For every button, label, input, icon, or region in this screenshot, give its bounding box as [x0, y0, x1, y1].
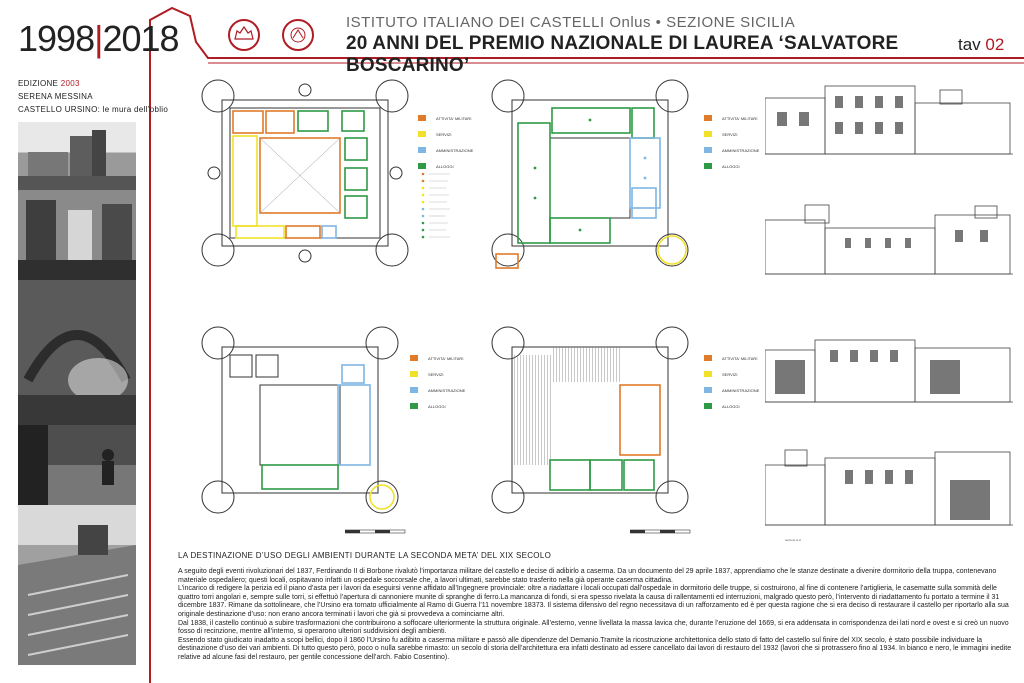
author-name: SERENA MESSINA: [18, 92, 93, 101]
legend-item: SERVIZI: [410, 366, 465, 382]
legend-item: ALLOGGI: [704, 158, 759, 174]
legend-swatch: [410, 403, 418, 409]
photo-courtyard: [18, 190, 136, 280]
elevation-2: [765, 200, 1015, 278]
legend-item: SERVIZI: [704, 366, 759, 382]
legend-item: ALLOGGI: [410, 398, 465, 414]
paragraph-2: L’incarico di redigere la perizia ed il piano d’asta per i lavori da eseguirsi venne affidato all’Ingegnere provinciale: oltre a riadattare i locali occupati dall’ospedale in dormitorio delle truppe, si costruirono, al fine di contenere l’artiglieria, le casematte sulla sommità delle quattro torri angolari e, sempre sulle torri, si effettuò l’apertura di cannoniere munite di spranghe di ferro.La mancanza di fondi, si era spesso rivelata la causa di rallentamenti ed interruzioni, malgrado questo però, l’intervento di riadattamento fu portato a termine il 31 dicembre 1837. Rimane da sottolineare, che l’Ursino era tornato ufficialmente al Ramo di Guerra l’11 novembre 18373. Il sistema difensivo del regno necessitava di un rafforzamento ed è per questa ragione che si era deciso di restaurare il castello per riportarlo alla sua originale destinazione d’uso: non erano ancora terminati i lavori che già si provvedeva a cominciarne altri.: [178, 585, 1009, 618]
legend-swatch: [418, 131, 426, 137]
photo-vaulted-hall: [18, 280, 136, 425]
legend-plan-2: [704, 110, 759, 174]
legend-item: ATTIVITA' MILITARI: [418, 110, 473, 126]
elevation-3: [765, 330, 1015, 405]
legend-swatch: [704, 131, 712, 137]
elevation-1: [765, 78, 1015, 158]
page-title: 20 ANNI DEL PREMIO NAZIONALE DI LAUREA ‘SALVATORE BOSCARINO’: [346, 33, 899, 76]
edition-label: EDIZIONE: [18, 79, 59, 88]
anniversary-years: [18, 18, 179, 60]
plan-level-4: [490, 325, 690, 520]
institute-logo-1: [228, 19, 260, 51]
legend-symbols-plan-1: [420, 170, 460, 250]
legend-item: AMMINISTRAZIONE: [418, 142, 473, 158]
edition-line: [18, 79, 80, 88]
legend-plan-4: [704, 350, 759, 414]
plate-label: tav: [958, 35, 981, 54]
paragraph-1: A seguito degli eventi rivoluzionari del 1837, Ferdinando II di Borbone rivalutò l’importanza militare del castello e decise di adibirlo a caserma. Da un documento del 29 aprile 1837, apprendiamo che le stanze destinate a divenire dormitorio della truppa, contenevano materiale ospedaliero; questi locali, ospitavano infatti un ospedale soccorsale che, a lavori ultimati, sarebbe stato trasferito nella già operante caserma cittadina.: [178, 568, 997, 584]
elevation-4: [765, 440, 1015, 530]
photo-castle-exterior: [18, 122, 136, 190]
legend-swatch: [704, 355, 712, 361]
photo-restoration-workers: [18, 425, 136, 505]
legend-swatch: [704, 371, 712, 377]
work-subtitle: le mura dell’oblio: [102, 105, 169, 114]
photo-excavation: [18, 505, 136, 665]
plan-level-2: [490, 78, 690, 273]
legend-swatch: [418, 147, 426, 153]
legend-item: ATTIVITA' MILITARI: [704, 350, 759, 366]
plan-level-3: [200, 325, 400, 520]
year-start: 1998: [18, 18, 95, 59]
year-separator: |: [94, 18, 103, 59]
work-title: CASTELLO URSINO:: [18, 105, 101, 114]
plan-level-1: [200, 78, 410, 268]
plate-number: [958, 35, 1004, 55]
legend-swatch: [704, 115, 712, 121]
legend-swatch: [704, 403, 712, 409]
legend-swatch: [418, 163, 426, 169]
legend-item: ATTIVITA' MILITARI: [410, 350, 465, 366]
paragraph-4: Essendo stato giudicato inadatto a scopi bellici, dopo il 1860 l’Ursino fu adibito a caserma militare e passò alle dipendenze del Demanio.Tramite la ricostruzione architettonica dello stato di fatto del castello sul finire del XIX secolo, è stato possibile individuare la destinazione d’uso dei vari ambienti. Di tutto questo però, poco o nulla sarebbe rimasto: un secolo di storia dell’architettura era infatti destinato ad essere cancellato dai lavori di restauro del 1932 (lavori che si protrassero fino al 1934. In bianco e nero, le immagini inedite relative ad alcune fasi del restauro, per gentile concessione dell’arch. Fabio Cosentino).: [178, 636, 1012, 661]
legend-item: AMMINISTRAZIONE: [704, 142, 759, 158]
year-end: 2018: [102, 18, 179, 59]
legend-item: SERVIZI: [418, 126, 473, 142]
legend-swatch: [418, 115, 426, 121]
legend-item: AMMINISTRAZIONE: [410, 382, 465, 398]
legend-item: ATTIVITA' MILITARI: [704, 110, 759, 126]
work-title-line: [18, 105, 168, 114]
legend-swatch: [704, 147, 712, 153]
legend-swatch: [410, 371, 418, 377]
legend-swatch: [704, 163, 712, 169]
legend-plan-1: [418, 110, 473, 174]
legend-item: ALLOGGI: [418, 158, 473, 174]
elevation-caption: sezione A-A: [785, 538, 802, 542]
legend-swatch: [410, 387, 418, 393]
institute-logo-2: [282, 19, 314, 51]
plate-value: 02: [985, 35, 1005, 54]
paragraph-3: Dal 1838, il castello continuò a subire trasformazioni che contribuirono a soffocare ulteriormente la struttura originale. All’esterno, venne livellata la massa lavica che, durante l’eruzione del 1669, si era addensata in corrispondenza dei lati nord e ovest e si creò un nuovo fosso di recinzione, mentre all’interno, si operarono ulteriori suddivisioni degli ambienti.: [178, 619, 1009, 636]
legend-item: SERVIZI: [704, 126, 759, 142]
section-body: [178, 568, 1018, 663]
scale-bar-right: [630, 529, 700, 535]
edition-year: 2003: [60, 79, 80, 88]
institute-name: ISTITUTO ITALIANO DEI CASTELLI Onlus • SEZIONE SICILIA: [346, 14, 796, 31]
legend-swatch: [410, 355, 418, 361]
legend-plan-3: [410, 350, 465, 414]
scale-bar-left: [345, 529, 415, 535]
legend-swatch: [704, 387, 712, 393]
legend-item: ALLOGGI: [704, 398, 759, 414]
section-heading: LA DESTINAZIONE D’USO DEGLI AMBIENTI DURANTE LA SECONDA META’ DEL XIX SECOLO: [178, 551, 552, 560]
legend-item: AMMINISTRAZIONE: [704, 382, 759, 398]
